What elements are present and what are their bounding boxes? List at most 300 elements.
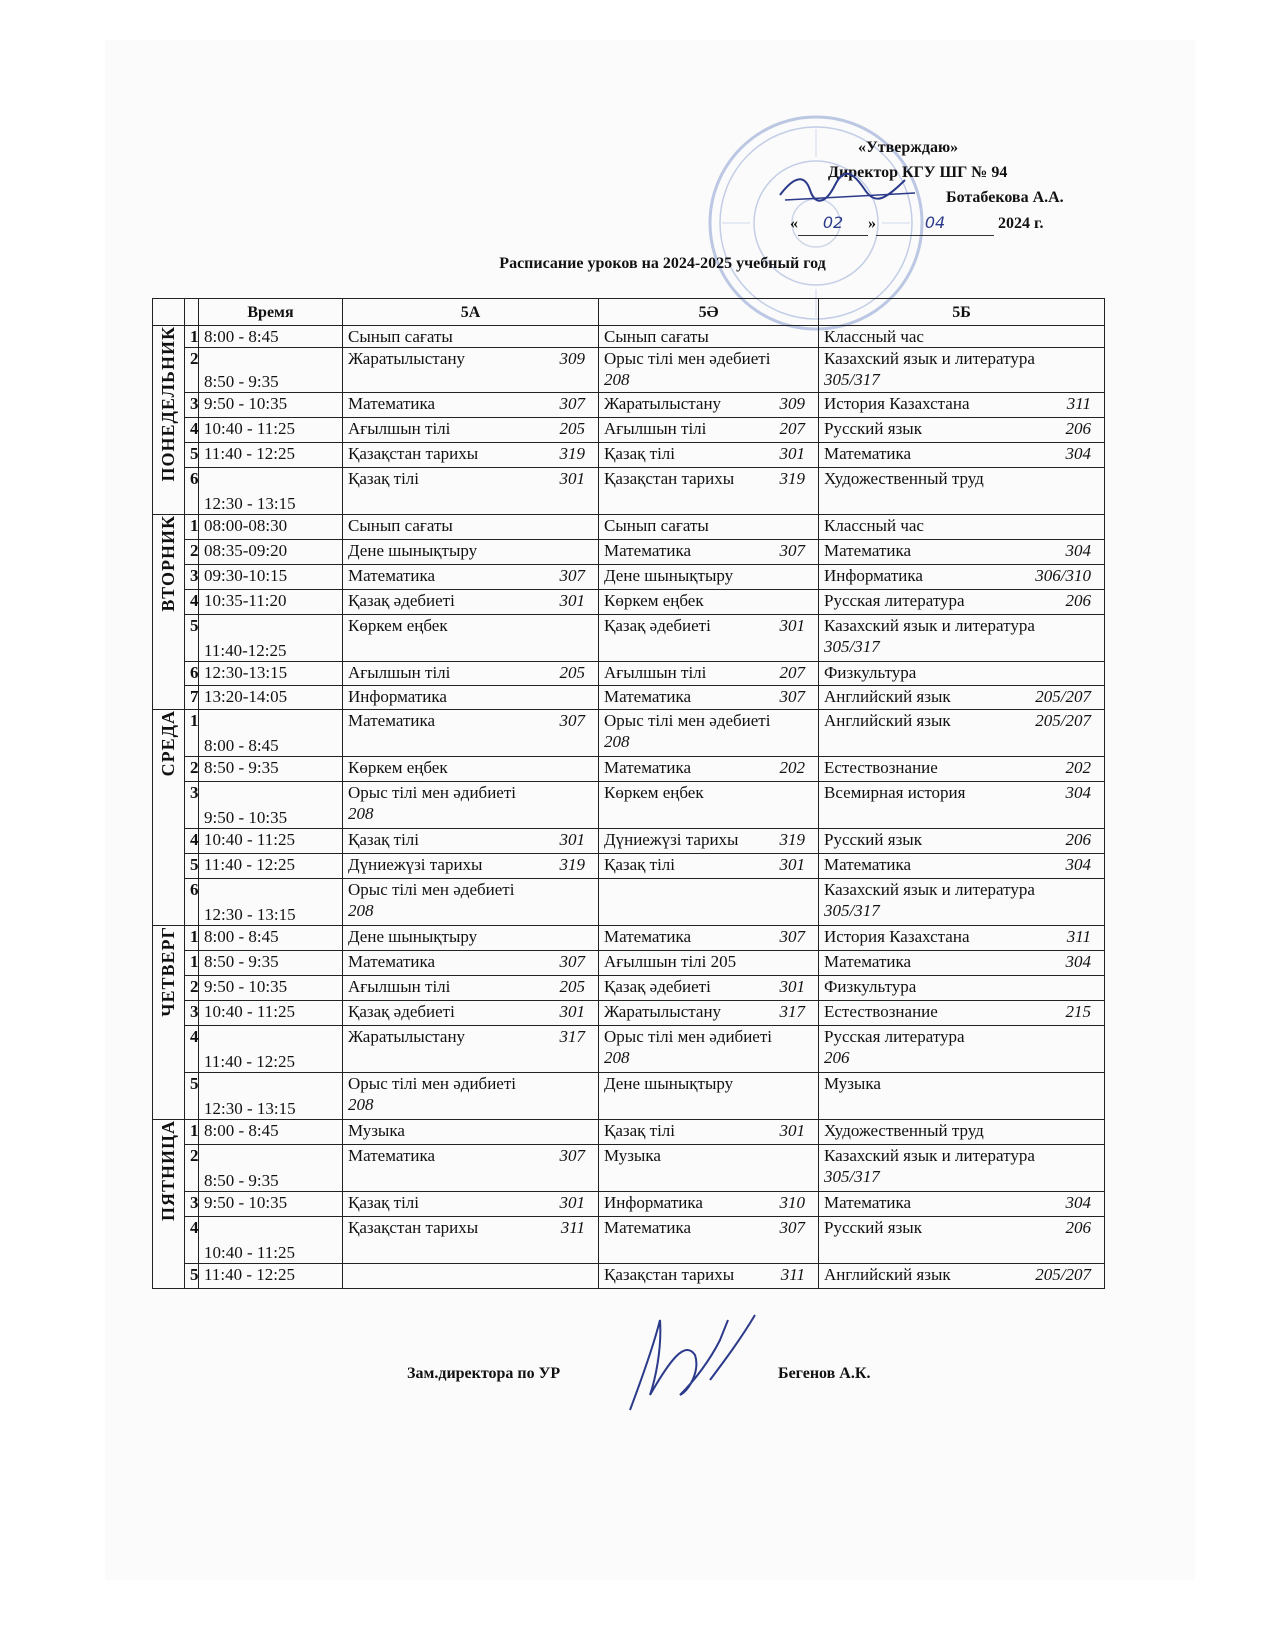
table-row (153, 710, 1105, 757)
subject-name: Дүниежүзі тарихы (604, 830, 739, 849)
lesson-cell (343, 1217, 599, 1264)
room-number (585, 926, 593, 947)
lesson-number: 6 (185, 468, 199, 515)
subject-name: Дене шынықтыру (604, 1074, 734, 1093)
table-row (153, 443, 1105, 468)
subject-name: Английский язык (824, 687, 951, 706)
lesson-cell (819, 1264, 1105, 1289)
lesson-cell (819, 443, 1105, 468)
subject-name: Жаратылыстану (348, 349, 466, 368)
subject-name: Математика (824, 952, 912, 971)
lesson-cell (819, 468, 1105, 515)
lesson-cell (343, 348, 599, 393)
room-number (805, 326, 813, 347)
lesson-number: 1 (185, 710, 199, 757)
lesson-time: 8:00 - 8:45 (199, 326, 343, 348)
lesson-cell (599, 540, 819, 565)
lesson-time: 12:30 - 13:15 (199, 1073, 343, 1120)
room-number: 208 (604, 1048, 630, 1067)
lesson-number: 7 (185, 686, 199, 710)
subject-name: Қазақ әдебиеті (604, 616, 711, 635)
lesson-cell (819, 1145, 1105, 1192)
lesson-cell (343, 757, 599, 782)
lesson-number: 1 (185, 326, 199, 348)
room-number: 304 (1065, 952, 1091, 971)
subject-name: Казахский язык и литература (824, 349, 1035, 368)
room-number (1091, 515, 1099, 536)
subject-name: Математика (348, 1146, 436, 1165)
subject-name: Қазақ тілі (604, 1121, 676, 1140)
lesson-cell (819, 1073, 1105, 1120)
room-number: 304 (1065, 783, 1091, 802)
lesson-cell (599, 1192, 819, 1217)
lesson-number: 5 (185, 854, 199, 879)
subject-name: Информатика (824, 566, 923, 585)
lesson-cell (819, 565, 1105, 590)
approval-name: Ботабекова А.А. (946, 189, 1064, 206)
day-name: ПЯТНИЦА (158, 1120, 178, 1222)
subject-name: Математика (348, 394, 436, 413)
room-number: 317 (559, 1027, 585, 1046)
approval-year: 2024 г. (998, 215, 1044, 232)
subject-name: Қазақ әдебиеті (604, 977, 711, 996)
lesson-cell (819, 540, 1105, 565)
lesson-cell (599, 615, 819, 662)
table-row (153, 1264, 1105, 1289)
lesson-time: 8:50 - 9:35 (199, 757, 343, 782)
lesson-number: 5 (185, 615, 199, 662)
lesson-number: 5 (185, 1073, 199, 1120)
table-row (153, 468, 1105, 515)
lesson-cell (819, 951, 1105, 976)
subject-name: Сынып сағаты (604, 516, 709, 535)
lesson-cell (599, 418, 819, 443)
table-row (153, 1217, 1105, 1264)
day-label (153, 515, 185, 710)
lesson-cell (819, 590, 1105, 615)
lesson-number: 5 (185, 443, 199, 468)
subject-name: Математика (824, 855, 912, 874)
subject-name: Художественный труд (824, 469, 984, 488)
room-number: 206 (1065, 419, 1091, 438)
lesson-cell (599, 393, 819, 418)
lesson-number: 4 (185, 418, 199, 443)
room-number: 205 (559, 419, 585, 438)
lesson-cell (599, 1120, 819, 1145)
subject-name: Русская литература (824, 591, 965, 610)
subject-name: Орыс тілі мен әдебиеті (604, 349, 771, 368)
lesson-cell (819, 1120, 1105, 1145)
approval-director: Директор КГУ ШГ № 94 (828, 164, 1008, 181)
lesson-cell (343, 951, 599, 976)
lesson-number: 6 (185, 662, 199, 686)
subject-name: Музыка (604, 1146, 661, 1165)
subject-name: Дене шынықтыру (348, 541, 478, 560)
lesson-cell (599, 926, 819, 951)
subject-name: Жаратылыстану (604, 1002, 722, 1021)
room-number: 307 (779, 1218, 805, 1237)
lesson-number: 1 (185, 951, 199, 976)
lesson-cell (819, 829, 1105, 854)
room-number: 207 (779, 663, 805, 682)
lesson-number: 3 (185, 1001, 199, 1026)
subject-name: Орыс тілі мен әдебиеті (348, 880, 515, 899)
subject-name: Физкультура (824, 977, 917, 996)
lesson-cell (343, 565, 599, 590)
lesson-time: 11:40 - 12:25 (199, 854, 343, 879)
table-row (153, 926, 1105, 951)
table-row (153, 976, 1105, 1001)
approval-date: « 02 » 04 2024 г. (790, 210, 1090, 236)
table-row (153, 393, 1105, 418)
room-number (805, 590, 813, 611)
day-name: ПОНЕДЕЛЬНИК (158, 326, 178, 482)
table-row (153, 540, 1105, 565)
lesson-cell (343, 1073, 599, 1120)
table-row (153, 565, 1105, 590)
lesson-cell (343, 879, 599, 926)
lesson-time: 8:50 - 9:35 (199, 1145, 343, 1192)
room-number (1091, 468, 1099, 489)
table-row (153, 1145, 1105, 1192)
subject-name: Сынып сағаты (604, 327, 709, 346)
lesson-time: 11:40 - 12:25 (199, 1026, 343, 1073)
approval-day: 02 (798, 210, 868, 236)
lesson-cell (343, 393, 599, 418)
director-signature-icon (775, 165, 925, 215)
room-number: 202 (779, 758, 805, 777)
room-number: 301 (779, 855, 805, 874)
lesson-cell (343, 515, 599, 540)
footer-position: Зам.директора по УР (407, 1365, 561, 1382)
lesson-cell (343, 1120, 599, 1145)
subject-name: Математика (604, 927, 692, 946)
room-number: 305/317 (824, 901, 880, 920)
lesson-cell (819, 348, 1105, 393)
lesson-cell (599, 854, 819, 879)
room-number: 307 (779, 687, 805, 706)
room-number: 307 (779, 541, 805, 560)
lesson-cell (343, 976, 599, 1001)
lesson-cell (343, 926, 599, 951)
room-number: 215 (1065, 1002, 1091, 1021)
room-number: 319 (779, 469, 805, 488)
lesson-time: 10:40 - 11:25 (199, 1217, 343, 1264)
room-number: 317 (779, 1002, 805, 1021)
room-number (585, 757, 593, 778)
room-number (805, 782, 813, 803)
lesson-cell (819, 515, 1105, 540)
lesson-number: 3 (185, 1192, 199, 1217)
room-number (585, 326, 593, 347)
lesson-time: 9:50 - 10:35 (199, 393, 343, 418)
lesson-time: 8:50 - 9:35 (199, 348, 343, 393)
table-row (153, 326, 1105, 348)
subject-name: Дене шынықтыру (604, 566, 734, 585)
day-name: ЧЕТВЕРГ (158, 926, 178, 1017)
lesson-time: 08:35-09:20 (199, 540, 343, 565)
subject-name: Художественный труд (824, 1121, 984, 1140)
subject-name: Информатика (348, 687, 447, 706)
room-number: 301 (559, 591, 585, 610)
lesson-cell (343, 1192, 599, 1217)
subject-name: Математика (348, 952, 436, 971)
room-number: 205/207 (1035, 1265, 1091, 1284)
lesson-number: 4 (185, 1217, 199, 1264)
room-number: 305/317 (824, 370, 880, 389)
lesson-time: 11:40-12:25 (199, 615, 343, 662)
lesson-time: 13:20-14:05 (199, 686, 343, 710)
lesson-cell (599, 710, 819, 757)
approval-month: 04 (876, 210, 994, 236)
room-number (805, 565, 813, 586)
header-day (153, 299, 185, 326)
lesson-time: 10:35-11:20 (199, 590, 343, 615)
subject-name: Английский язык (824, 1265, 951, 1284)
lesson-time: 9:50 - 10:35 (199, 976, 343, 1001)
subject-name: Сынып сағаты (348, 327, 453, 346)
room-number (585, 615, 593, 636)
room-number: 301 (559, 1193, 585, 1212)
table-row (153, 879, 1105, 926)
table-row (153, 854, 1105, 879)
lesson-number: 1 (185, 515, 199, 540)
room-number (805, 1145, 813, 1166)
table-row (153, 590, 1105, 615)
subject-name: Қазақ әдебиеті (348, 591, 455, 610)
lesson-cell (599, 757, 819, 782)
subject-name: Қазақстан тарихы (604, 469, 735, 488)
subject-name: Казахский язык и литература (824, 616, 1035, 635)
room-number: 206 (1065, 591, 1091, 610)
table-row (153, 348, 1105, 393)
lesson-number: 4 (185, 1026, 199, 1073)
subject-name: Музыка (348, 1121, 405, 1140)
room-number: 311 (560, 1218, 585, 1237)
lesson-cell (343, 443, 599, 468)
room-number: 301 (779, 616, 805, 635)
subject-name: Информатика (604, 1193, 703, 1212)
room-number: 205 (559, 663, 585, 682)
day-label (153, 926, 185, 1120)
room-number: 301 (559, 830, 585, 849)
lesson-time: 11:40 - 12:25 (199, 1264, 343, 1289)
lesson-time: 8:00 - 8:45 (199, 710, 343, 757)
room-number: 319 (559, 444, 585, 463)
day-name: ВТОРНИК (158, 515, 178, 612)
subject-name: Қазақ әдебиеті (348, 1002, 455, 1021)
subject-name: Қазақ тілі (348, 1193, 420, 1212)
table-row (153, 515, 1105, 540)
room-number (585, 540, 593, 561)
subject-name: История Казахстана (824, 927, 970, 946)
lesson-number: 1 (185, 926, 199, 951)
table-row (153, 686, 1105, 710)
lesson-cell (819, 615, 1105, 662)
page-title: Расписание уроков на 2024-2025 учебный год (499, 255, 826, 272)
lesson-cell (819, 854, 1105, 879)
subject-name: Ағылшын тілі (348, 663, 451, 682)
table-row (153, 1073, 1105, 1120)
room-number: 304 (1065, 855, 1091, 874)
lesson-number: 2 (185, 348, 199, 393)
room-number: 207 (779, 419, 805, 438)
lesson-cell (599, 1073, 819, 1120)
day-label (153, 710, 185, 926)
lesson-cell (599, 348, 819, 393)
lesson-time: 08:00-08:30 (199, 515, 343, 540)
header-num (185, 299, 199, 326)
lesson-cell (343, 1264, 599, 1289)
room-number: 307 (559, 952, 585, 971)
subject-name: Математика (604, 1218, 692, 1237)
lesson-cell (819, 393, 1105, 418)
subject-name: Ағылшын тілі (604, 663, 707, 682)
subject-name: Математика (604, 758, 692, 777)
subject-name: Қазақ тілі (604, 444, 676, 463)
lesson-number: 1 (185, 1120, 199, 1145)
room-number: 304 (1065, 1193, 1091, 1212)
subject-name: Қазақ тілі (348, 830, 420, 849)
lesson-cell (343, 854, 599, 879)
subject-name: Математика (604, 541, 692, 560)
room-number (1091, 1073, 1099, 1094)
subject-name: Қазақстан тарихы (604, 1265, 735, 1284)
lesson-cell (599, 1217, 819, 1264)
room-number: 301 (559, 469, 585, 488)
subject-name: Математика (348, 566, 436, 585)
subject-name: Жаратылыстану (604, 394, 722, 413)
lesson-number: 4 (185, 590, 199, 615)
room-number: 307 (559, 1146, 585, 1165)
lesson-cell (343, 418, 599, 443)
header-class-5b: 5Б (819, 299, 1105, 326)
subject-name: Казахский язык и литература (824, 880, 1035, 899)
room-number (585, 515, 593, 536)
room-number: 307 (559, 566, 585, 585)
room-number: 306/310 (1035, 566, 1091, 585)
room-number (805, 1073, 813, 1094)
lesson-cell (819, 1217, 1105, 1264)
lesson-time: 8:50 - 9:35 (199, 951, 343, 976)
table-header-row (153, 299, 1105, 326)
table-row (153, 1192, 1105, 1217)
lesson-time: 09:30-10:15 (199, 565, 343, 590)
room-number: 301 (559, 1002, 585, 1021)
schedule-table (152, 298, 1105, 1289)
lesson-number: 2 (185, 757, 199, 782)
lesson-cell (599, 565, 819, 590)
room-number: 310 (779, 1193, 805, 1212)
lesson-cell (343, 829, 599, 854)
day-name: СРЕДА (158, 710, 178, 777)
subject-name: Орыс тілі мен әдибиеті (604, 1027, 772, 1046)
lesson-cell (343, 615, 599, 662)
room-number: 208 (348, 901, 374, 920)
subject-name: Сынып сағаты (348, 516, 453, 535)
subject-name: Жаратылыстану (348, 1027, 466, 1046)
day-label (153, 326, 185, 515)
lesson-cell (343, 540, 599, 565)
subject-name: Ағылшын тілі 205 (604, 952, 737, 971)
subject-name: Классный час (824, 327, 924, 346)
subject-name: Русская литература (824, 1027, 965, 1046)
lesson-time: 11:40 - 12:25 (199, 443, 343, 468)
subject-name: Дүниежүзі тарихы (348, 855, 483, 874)
subject-name: Русский язык (824, 830, 922, 849)
lesson-cell (599, 951, 819, 976)
room-number: 301 (779, 977, 805, 996)
subject-name: Математика (604, 687, 692, 706)
lesson-time: 12:30-13:15 (199, 662, 343, 686)
subject-name: Всемирная история (824, 783, 966, 802)
table-row (153, 1001, 1105, 1026)
subject-name: Көркем еңбек (348, 616, 448, 635)
room-number (1091, 662, 1099, 683)
room-number: 206 (1065, 830, 1091, 849)
lesson-time: 10:40 - 11:25 (199, 829, 343, 854)
lesson-cell (599, 443, 819, 468)
lesson-cell (819, 757, 1105, 782)
room-number: 208 (348, 804, 374, 823)
lesson-number: 6 (185, 879, 199, 926)
room-number: 202 (1065, 758, 1091, 777)
subject-name: Математика (824, 444, 912, 463)
lesson-cell (343, 590, 599, 615)
header-class-5a: 5А (343, 299, 599, 326)
subject-name: Ағылшын тілі (604, 419, 707, 438)
lesson-cell (343, 782, 599, 829)
table-row (153, 1026, 1105, 1073)
lesson-number: 2 (185, 976, 199, 1001)
subject-name: Русский язык (824, 1218, 922, 1237)
lesson-cell (343, 1001, 599, 1026)
room-number: 311 (780, 1265, 805, 1284)
subject-name: Дене шынықтыру (348, 927, 478, 946)
room-number: 205/207 (1035, 711, 1091, 730)
subject-name: Английский язык (824, 711, 951, 730)
room-number: 307 (559, 394, 585, 413)
lesson-number: 3 (185, 782, 199, 829)
subject-name: Ағылшын тілі (348, 977, 451, 996)
table-row (153, 615, 1105, 662)
subject-name: Казахский язык и литература (824, 1146, 1035, 1165)
room-number: 309 (779, 394, 805, 413)
lesson-cell (819, 418, 1105, 443)
lesson-time: 8:00 - 8:45 (199, 1120, 343, 1145)
lesson-cell (819, 710, 1105, 757)
lesson-time: 9:50 - 10:35 (199, 1192, 343, 1217)
lesson-time: 10:40 - 11:25 (199, 1001, 343, 1026)
room-number: 208 (604, 370, 630, 389)
lesson-cell (343, 1026, 599, 1073)
room-number (585, 686, 593, 707)
lesson-cell (599, 515, 819, 540)
lesson-cell (819, 879, 1105, 926)
lesson-cell (819, 326, 1105, 348)
room-number: 208 (348, 1095, 374, 1114)
lesson-cell (599, 976, 819, 1001)
room-number: 307 (559, 711, 585, 730)
lesson-number: 3 (185, 565, 199, 590)
lesson-cell (819, 1001, 1105, 1026)
lesson-number: 2 (185, 1145, 199, 1192)
subject-name: Орыс тілі мен әдибиеті (348, 783, 516, 802)
room-number: 309 (559, 349, 585, 368)
room-number: 206 (1065, 1218, 1091, 1237)
room-number (1091, 326, 1099, 347)
lesson-number: 2 (185, 540, 199, 565)
